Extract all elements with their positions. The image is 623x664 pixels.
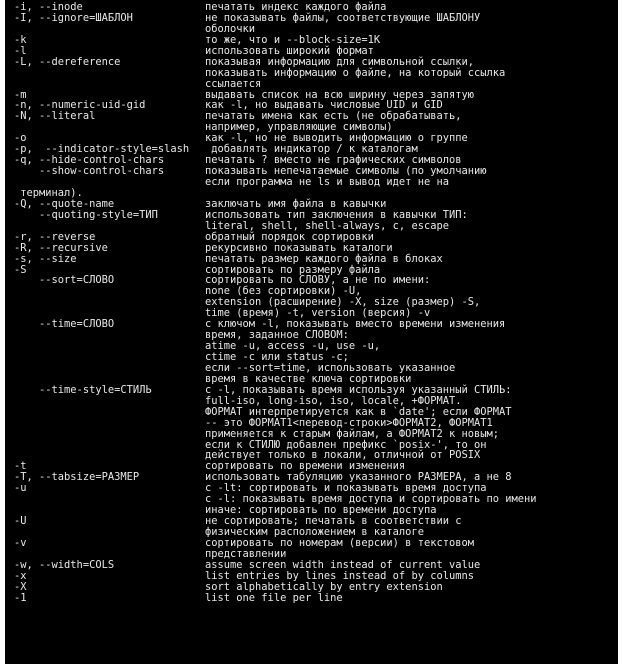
option-description: сортировать по СЛОВУ, а не по имени:	[205, 274, 431, 287]
option-description: обратный порядок сортировки	[205, 230, 374, 243]
option-flag: -Q, --quote-name	[14, 197, 115, 210]
option-flag: -q, --hide-control-chars	[14, 154, 165, 167]
option-description: sort alphabetically by entry extension	[205, 580, 443, 593]
option-flag: -U	[14, 515, 27, 528]
option-flag: -s, --size	[14, 252, 77, 265]
option-description: literal, shell, shell-always, c, escape	[205, 219, 449, 232]
option-description: atime -u, access -u, use -u,	[205, 340, 381, 353]
option-description: например, управляющие символы)	[205, 121, 393, 134]
option-description: -- это ФОРМАТ1<перевод-строки>ФОРМАТ2, ФОРМАТ1	[205, 416, 493, 429]
option-description: использовать табуляцию указанного РАЗМЕРА, а не 8	[205, 471, 512, 484]
option-description: использовать тип заключения в кавычки ТИП:	[205, 208, 468, 221]
option-flag: -T, --tabsize=РАЗМЕР	[14, 471, 140, 484]
option-flag: терминал).	[14, 186, 83, 199]
option-description: assume screen width instead of current value	[205, 558, 481, 571]
option-description: с -l, показывать время используя указанный СТИЛЬ:	[205, 383, 512, 396]
option-description: печатать индекс каждого файла	[205, 1, 387, 13]
option-description: время, заданное СЛОВОМ:	[205, 329, 349, 342]
option-description: использовать широкий формат	[205, 44, 374, 57]
option-flag: -o	[14, 132, 27, 145]
option-description: действует только в локали, отличной от POSIX	[205, 449, 481, 462]
option-description: с -l: показывать время доступа и сортировать по имени	[205, 493, 537, 506]
option-description: время в качестве ключа сортировки	[205, 372, 412, 385]
option-description: full-iso, long-iso, iso, locale, +ФОРМАТ.	[205, 394, 462, 407]
terminal-window[interactable]	[5, 0, 618, 664]
option-description: печатать ? вместо не графических символов	[205, 154, 462, 167]
option-flag: -v	[14, 536, 27, 549]
option-description: сортировать по номерам (версии) в текстовом	[205, 536, 474, 549]
option-description: если к СТИЛЮ добавлен префикс `posix-', то он	[205, 438, 487, 451]
option-flag: --sort=СЛОВО	[14, 274, 115, 287]
option-description: не сортировать; печатать в соответствии с	[205, 515, 462, 528]
option-flag: -R, --recursive	[14, 241, 108, 254]
option-flag: --show-control-chars	[14, 165, 165, 178]
option-description: ctime -c или status -c;	[205, 351, 349, 363]
option-flag: -m	[14, 88, 27, 101]
option-description: выдавать список на всю ширину через запятую	[205, 88, 474, 101]
option-description: представлении	[205, 547, 287, 560]
option-flag: --time-style=СТИЛЬ	[14, 383, 152, 396]
option-description: то же, что и --block-size=1K	[205, 33, 381, 46]
option-flag: -N, --literal	[14, 110, 96, 123]
option-description: extension (расширение) -X, size (размер) -S,	[205, 296, 481, 309]
option-description: печатать имена как есть (не обрабатывать,	[205, 110, 462, 123]
option-description: как -l, но не выводить информацию о группе	[205, 132, 468, 145]
option-description: показывать информацию о файле, на который ссылка	[205, 66, 506, 79]
option-description: заключать имя файла в кавычки	[205, 197, 387, 210]
option-flag: -n, --numeric-uid-gid	[14, 99, 146, 112]
option-description: list one file per line	[205, 591, 343, 604]
option-description: не показывать файлы, соответствующие ШАБЛОНУ	[205, 11, 481, 24]
option-flag: --quoting-style=ТИП	[14, 208, 158, 221]
option-description: list entries by lines instead of by columns	[205, 569, 474, 582]
option-flag: --time=СЛОВО	[14, 318, 115, 331]
option-description: печатать размер каждого файла в блоках	[205, 252, 443, 265]
option-flag: -1	[14, 591, 27, 604]
option-description: none (без сортировки) -U,	[205, 285, 362, 298]
option-description: показывать непечатаемые символы (по умолчанию	[205, 165, 487, 178]
option-flag: -S	[14, 263, 27, 276]
option-flag: -x	[14, 569, 27, 582]
option-flag: -p, --indicator-style=slash	[14, 143, 190, 156]
option-description: ссылается	[205, 77, 262, 90]
option-description: показывая информацию для символьной ссылки,	[205, 55, 474, 68]
option-description: ФОРМАТ интерпретируется как в `date'; если ФОРМАТ	[205, 405, 512, 418]
option-description: как -l, но выдавать числовые UID и GID	[205, 99, 443, 112]
option-description: time (время) -t, version (версия) -v	[205, 307, 431, 320]
option-flag: -u	[14, 482, 27, 495]
option-description: применяется к старым файлам, а ФОРМАТ2 к новым;	[205, 427, 500, 440]
option-flag: -r, --reverse	[14, 230, 96, 243]
option-flag: -L, --dereference	[14, 55, 121, 68]
option-description: добавлять индикатор / к каталогам	[205, 143, 418, 156]
option-flag: -w, --width=COLS	[14, 558, 115, 571]
option-flag: -l	[14, 44, 27, 57]
option-flag: -k	[14, 33, 27, 46]
option-description: сортировать по размеру файла	[205, 263, 381, 276]
option-description: физическим расположением в каталоге	[205, 526, 424, 538]
option-flag: -I, --ignore=ШАБЛОН	[14, 11, 133, 24]
option-description: с ключом -l, показывать вместо времени изменения	[205, 318, 506, 331]
option-flag: -X	[14, 580, 27, 593]
option-description: иначе: сортировать по времени доступа	[205, 504, 437, 517]
option-flag: -t	[14, 460, 27, 473]
option-description: с -lt: сортировать и показывать время доступа	[205, 482, 487, 495]
option-description: сортировать по времени изменения	[205, 460, 406, 473]
option-description: оболочки	[205, 22, 256, 35]
option-description: если программа не ls и вывод идет не на	[205, 176, 449, 188]
option-description: если --sort=time, использовать указанное	[205, 361, 456, 374]
option-description: рекурсивно показывать каталоги	[205, 241, 393, 254]
option-flag: -i, --inode	[14, 1, 83, 13]
